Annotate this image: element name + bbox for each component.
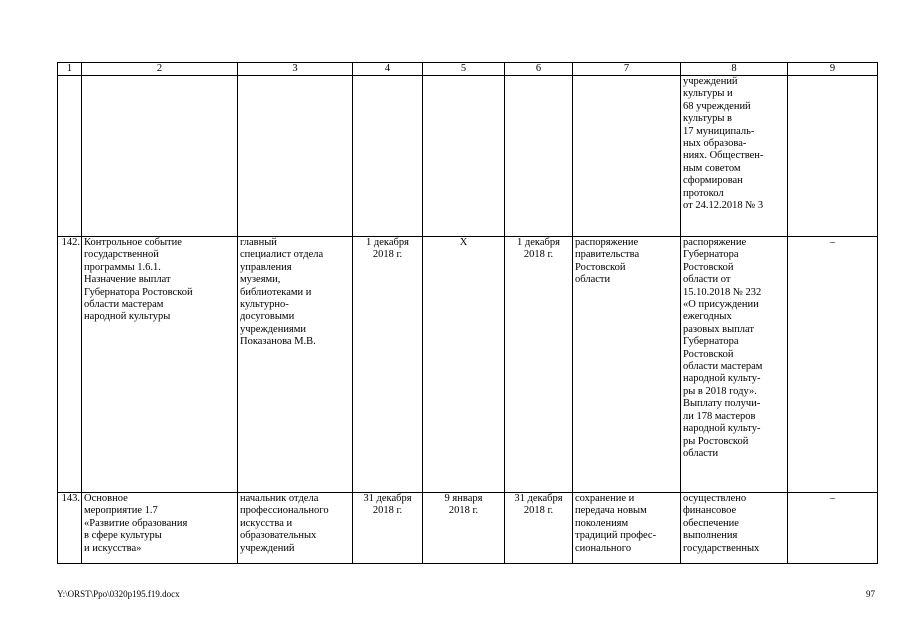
table-cell-col5	[423, 76, 505, 237]
table-cell-col5	[423, 237, 505, 493]
cell-line: культуры и	[683, 88, 733, 100]
table-cell-col4	[353, 76, 423, 237]
cell-line: музеями,	[240, 274, 281, 286]
table-cell-col7	[573, 493, 681, 564]
cell-line: Контрольное событие	[84, 237, 182, 248]
cell-line: государственной	[84, 249, 159, 261]
table-cell-col8	[681, 76, 788, 237]
cell-line: 17 муниципаль-	[683, 125, 755, 137]
cell-line: сионального	[575, 542, 632, 554]
cell-line: 31 декабря	[363, 493, 412, 504]
cell-line: управления	[240, 261, 292, 273]
cell-line: 9 января	[444, 493, 483, 504]
cell-line: Назначение выплат	[84, 274, 171, 286]
table-cell-col7	[573, 76, 681, 237]
table-cell-col6	[505, 493, 573, 564]
cell-line: ных образова-	[683, 138, 747, 150]
cell-line: главный	[240, 237, 277, 248]
cell-line: –	[829, 237, 836, 248]
col-header-1: 1	[58, 63, 82, 76]
col-header-5: 5	[423, 63, 505, 76]
cell-line: ры в 2018 году».	[683, 385, 757, 397]
cell-line: Ростовской	[683, 261, 734, 273]
table-cell-col8	[681, 493, 788, 564]
cell-line: области мастерам	[84, 299, 164, 311]
header-row	[58, 63, 878, 76]
cell-line: протокол	[683, 187, 724, 199]
page-number: 97	[866, 589, 875, 599]
table-cell-col3	[238, 76, 353, 237]
cell-line: 2018 г.	[523, 505, 554, 517]
table-cell-col9	[788, 76, 878, 237]
cell-line: сохранение и	[575, 493, 635, 504]
table-cell-col9	[788, 237, 878, 493]
cell-line: ли 178 мастеров	[683, 410, 756, 422]
cell-line: ниях. Обществен-	[683, 150, 764, 162]
table-cell-col1: 143.	[58, 493, 82, 564]
table-cell-col6	[505, 76, 573, 237]
cell-line: 1 декабря	[366, 237, 409, 248]
cell-line: учреждениями	[240, 323, 307, 335]
cell-line: распоряжение	[575, 237, 639, 248]
col-header-7: 7	[573, 63, 681, 76]
table-cell-col1	[58, 76, 82, 237]
cell-line: осуществлено	[683, 493, 747, 504]
cell-line: Губернатора	[683, 249, 739, 261]
cell-line: 2018 г.	[372, 249, 403, 261]
cell-line: Губернатора Ростовской	[84, 286, 193, 298]
cell-line: распоряжение	[683, 237, 747, 248]
cell-line: Выплату получи-	[683, 398, 761, 410]
cell-line: традиций профес-	[575, 530, 657, 542]
cell-line: передача новым	[575, 505, 647, 517]
cell-line: Х	[459, 237, 468, 248]
cell-line: Показанова М.В.	[240, 336, 316, 348]
cell-line: Ростовской	[575, 261, 626, 273]
cell-line: «О присуждении	[683, 299, 759, 311]
col-header-9: 9	[788, 63, 878, 76]
cell-line: 2018 г.	[448, 505, 479, 517]
cell-line: образовательных	[240, 530, 317, 542]
table-cell-col2	[82, 493, 238, 564]
cell-line: начальник отдела	[240, 493, 319, 504]
cell-line: выполнения	[683, 530, 738, 542]
cell-line: от 24.12.2018 № 3	[683, 200, 764, 212]
cell-line: государственных	[683, 542, 760, 554]
col-header-4: 4	[353, 63, 423, 76]
cell-line: Основное	[84, 493, 128, 504]
cell-line: профессионального	[240, 505, 329, 517]
cell-line: 15.10.2018 № 232	[683, 286, 762, 298]
cell-line: народной культу-	[683, 423, 761, 435]
col-header-8: 8	[681, 63, 788, 76]
table-cell-col8	[681, 237, 788, 493]
cell-line: поколениям	[575, 517, 629, 529]
cell-line: в сфере культуры	[84, 530, 162, 542]
table-cell-col7	[573, 237, 681, 493]
cell-line: специалист отдела	[240, 249, 324, 261]
col-header-3: 3	[238, 63, 353, 76]
table-row	[58, 493, 878, 564]
table-cell-col5	[423, 493, 505, 564]
table-cell-col2	[82, 237, 238, 493]
cell-line: Ростовской	[683, 348, 734, 360]
file-path: Y:\ORST\Ppo\0320p195.f19.docx	[57, 589, 180, 599]
cell-line: области	[683, 447, 719, 459]
cell-line: –	[829, 493, 836, 504]
table-cell-col3	[238, 493, 353, 564]
cell-line: сформирован	[683, 175, 743, 187]
cell-line: народной культу-	[683, 373, 761, 385]
table-cell-col4	[353, 237, 423, 493]
table-cell-col1: 142.	[58, 237, 82, 493]
cell-line: учреждений	[683, 76, 738, 87]
report-table	[57, 62, 878, 564]
cell-line: области мастерам	[683, 361, 763, 373]
cell-line: области от	[683, 274, 731, 286]
cell-line: мероприятие 1.7	[84, 505, 158, 517]
cell-line: культурно-	[240, 299, 289, 311]
table-row	[58, 237, 878, 493]
cell-line: 1 декабря	[517, 237, 560, 248]
table-cell-col2	[82, 76, 238, 237]
cell-line: досуговыми	[240, 311, 295, 323]
cell-line: обеспечение	[683, 517, 739, 529]
cell-line: и искусства»	[84, 542, 142, 554]
cell-line: разовых выплат	[683, 323, 754, 335]
cell-line: программы 1.6.1.	[84, 261, 161, 273]
cell-line: правительства	[575, 249, 640, 261]
cell-line: 68 учреждений	[683, 100, 751, 112]
table-cell-col4	[353, 493, 423, 564]
table-row	[58, 76, 878, 237]
cell-line: ным советом	[683, 162, 741, 174]
cell-line: народной культуры	[84, 311, 171, 323]
cell-line: «Развитие образования	[84, 517, 188, 529]
table-cell-col3	[238, 237, 353, 493]
cell-line: 2018 г.	[372, 505, 403, 517]
cell-line: области	[575, 274, 611, 286]
cell-line: библиотеками и	[240, 286, 312, 298]
cell-line: искусства и	[240, 517, 293, 529]
table-cell-col6	[505, 237, 573, 493]
cell-line: ры Ростовской	[683, 435, 749, 447]
col-header-2: 2	[82, 63, 238, 76]
cell-line: Губернатора	[683, 336, 739, 348]
cell-line: 31 декабря	[514, 493, 563, 504]
cell-line: ежегодных	[683, 311, 732, 323]
cell-line: 2018 г.	[523, 249, 554, 261]
cell-line: финансовое	[683, 505, 737, 517]
table-cell-col9	[788, 493, 878, 564]
cell-line: культуры в	[683, 113, 732, 125]
col-header-6: 6	[505, 63, 573, 76]
cell-line: учреждений	[240, 542, 295, 554]
